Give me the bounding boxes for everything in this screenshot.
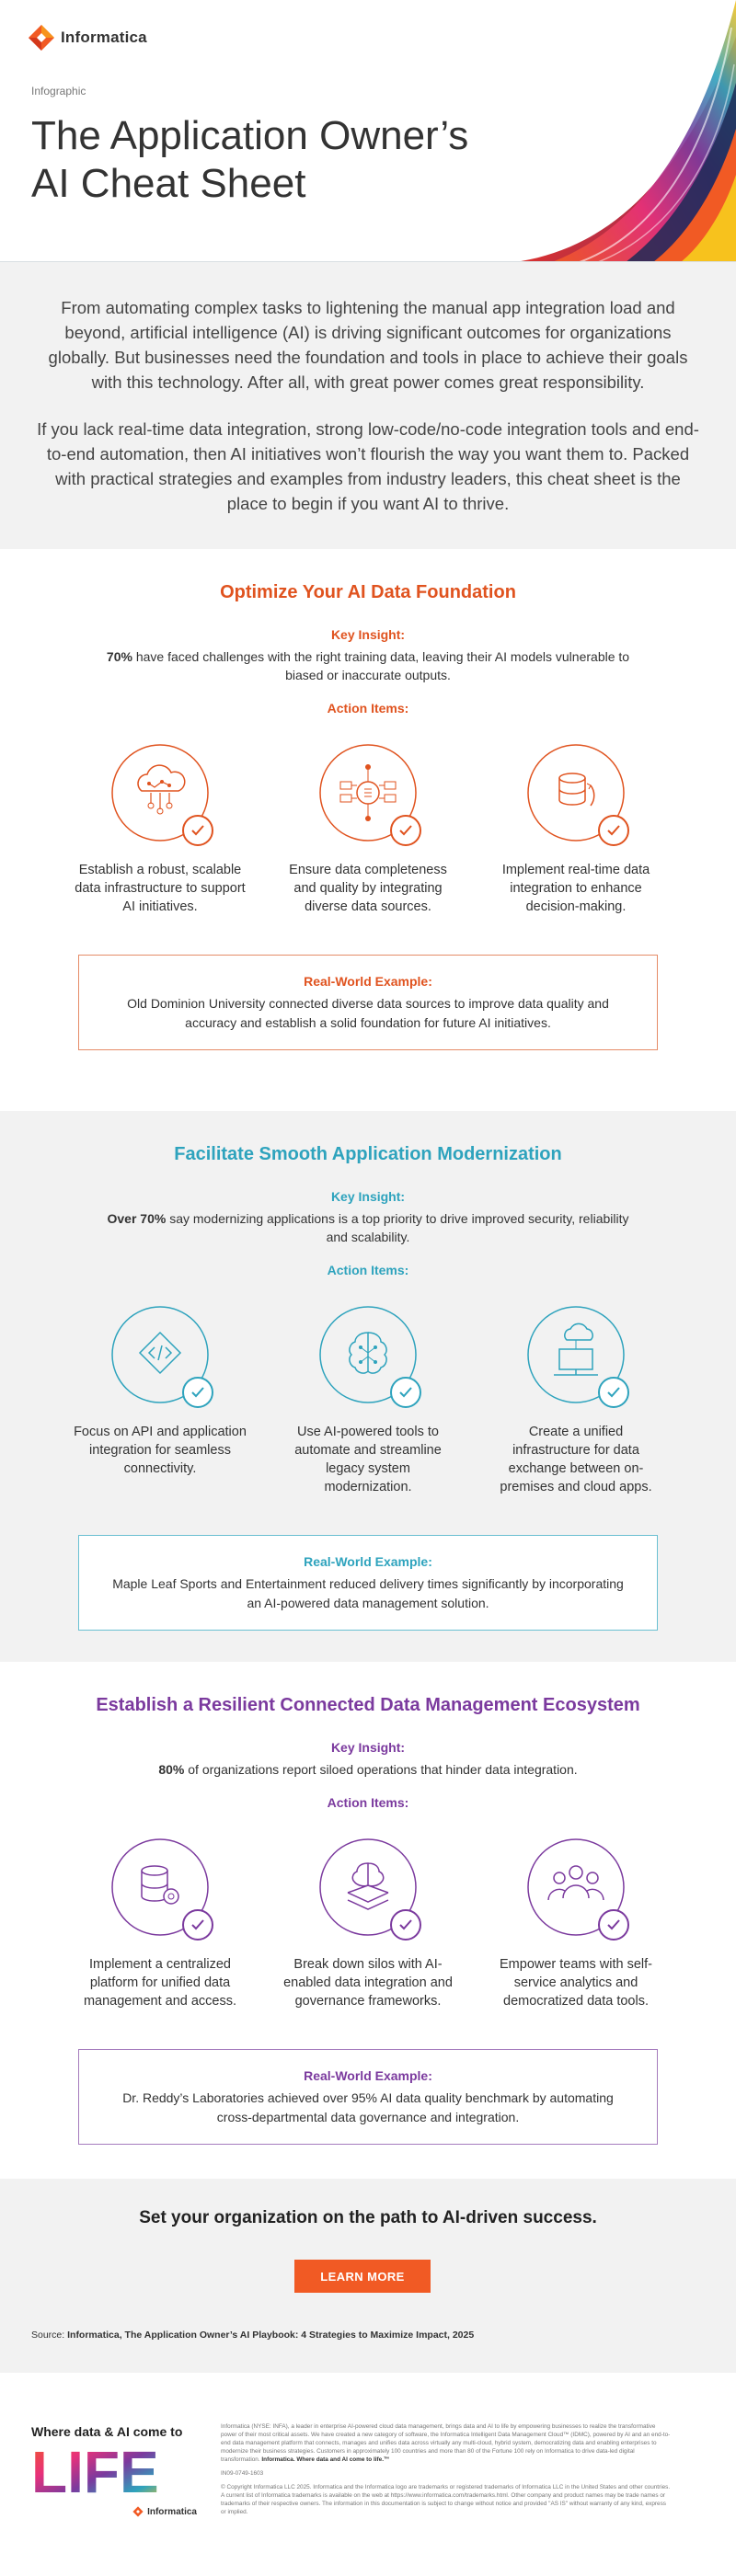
key-insight-text (101, 1760, 635, 1779)
action-item-text: Implement a centralized platform for unified data management and access. (83, 1957, 237, 2009)
example-text: Old Dominion University connected diverse data sources to improve data quality and accuracy and establish a solid foundation for future AI initiatives. (127, 996, 609, 1030)
action-items-label: Action Items: (327, 1263, 409, 1277)
hero-header (0, 0, 736, 262)
action-item (281, 741, 455, 916)
action-item-text: Create a unified infrastructure for data exchange between on-premises and cloud apps. (500, 1425, 652, 1494)
insight-stat: 80% (158, 1762, 185, 1777)
eyebrow-label: Infographic (31, 85, 86, 97)
action-item (281, 1836, 455, 2010)
action-item-text: Empower teams with self-service analytics and democratized data tools. (500, 1957, 652, 2009)
key-insight-label: Key Insight: (330, 1740, 406, 1755)
footer (0, 2373, 736, 2576)
source-citation (31, 2330, 474, 2341)
company-blurb-text: Informatica (NYSE: INFA), a leader in enterprise AI-powered cloud data management, brings data and AI to life by empowering businesses to realize the transformative power of their most critical assets. We have created a new category of software, the Informatica Intelligent Data Management Cloud™ (IDMC), powered by AI and an end-to-end data management platform that connects, manages and unifies data across virtually any multi-cloud, hybrid system, democratizing data and enabling enterprises to modernize their business strategies. Customers in approximately 100 countries and more than 80 of the Fortune 100 rely on Informatica to drive data-led digital transformation. (221, 2423, 671, 2463)
team-icon (524, 1836, 627, 1939)
action-item (489, 1836, 663, 2010)
informatica-diamond-icon (28, 24, 55, 52)
ai-layers-icon (316, 1836, 420, 1939)
real-world-example-box (78, 2049, 658, 2145)
insight-body: of organizations report siloed operations that hinder data integration. (184, 1762, 578, 1777)
action-item (489, 1303, 663, 1496)
action-items (0, 1303, 736, 1496)
action-item (73, 1836, 247, 2010)
example-label: Real-World Example: (304, 2068, 432, 2083)
intro-paragraph-1: From automating complex tasks to lightening the manual app integration load and beyond, artificial intelligence (AI) is driving significant outcomes for organizations globally. But businesses need the foundation and tools in place to achieve their goals with this technology. After all, with great power comes great responsibility. (48, 298, 688, 392)
checkmark-icon (598, 815, 629, 846)
key-insight-text (101, 647, 635, 684)
checkmark-icon (182, 815, 213, 846)
legal-text (221, 2422, 672, 2522)
action-item (73, 1303, 247, 1496)
life-word: LIFE (31, 2443, 159, 2498)
section-title: Establish a Resilient Connected Data Management Ecosystem (96, 1695, 640, 1715)
key-insight-text (101, 1209, 635, 1246)
action-items (0, 1836, 736, 2010)
page-title: The Application Owner’s AI Cheat Sheet (31, 113, 469, 206)
action-item-text: Use AI-powered tools to automate and streamline legacy system modernization. (294, 1425, 442, 1494)
logo-wordmark: Informatica (61, 29, 147, 46)
checkmark-icon (598, 1377, 629, 1408)
insight-body: have faced challenges with the right training data, leaving their AI models vulnerable to biased or inaccurate outputs. (132, 649, 630, 682)
section-title: Optimize Your AI Data Foundation (220, 582, 516, 602)
example-text: Dr. Reddy’s Laboratories achieved over 95% AI data quality benchmark by automating cross-departmental data governance and integration. (122, 2090, 614, 2124)
action-item-text: Focus on API and application integration for seamless connectivity. (74, 1425, 247, 1476)
checkmark-icon (182, 1377, 213, 1408)
action-items-label: Action Items: (327, 701, 409, 716)
example-label: Real-World Example: (304, 1554, 432, 1569)
footer-informatica-logo[interactable] (31, 2506, 197, 2517)
informatica-logo[interactable] (28, 24, 147, 52)
checkmark-icon (598, 1909, 629, 1941)
action-item-text: Establish a robust, scalable data infrastructure to support AI initiatives. (75, 863, 246, 914)
informatica-diamond-icon (132, 2506, 144, 2517)
life-wordmark-graphic (31, 2443, 197, 2498)
intro-section (0, 262, 736, 549)
footer-logo-wordmark: Informatica (147, 2506, 197, 2517)
source-text: Informatica, The Application Owner’s AI Playbook: 4 Strategies to Maximize Impact, 2025 (67, 2330, 475, 2341)
action-item-text: Break down silos with AI-enabled data integration and governance frameworks. (283, 1957, 453, 2009)
call-to-action (0, 2179, 736, 2373)
insight-stat: Over 70% (107, 1211, 167, 1226)
real-world-example-box (78, 1535, 658, 1631)
action-item (73, 741, 247, 916)
intro-paragraph-2: If you lack real-time data integration, strong low-code/no-code integration tools and end-to-end automation, then AI initiatives won’t flourish the way you want them to. Packed with practical strategies and examples from industry leaders, this cheat sheet is the place to begin if you want AI to thrive. (37, 419, 699, 513)
ai-brain-icon (316, 1303, 420, 1406)
database-gear-icon (109, 1836, 212, 1939)
learn-more-button[interactable]: LEARN MORE (294, 2260, 431, 2293)
section-ai-data-foundation (0, 549, 736, 1111)
cloud-monitor-icon (524, 1303, 627, 1406)
copyright-notice: © Copyright Informatica LLC 2025. Informatica and the Informatica logo are trademarks or registered trademarks of Informatica LLC in the United States and other countries. A current list of Informatica trademarks is available on the web at https://www.informatica.com/trademarks.html. Other company and product names may be trade names or trademarks of their respective owners. The information in this documentation is subject to change without notice and provided "AS IS" without warranty of any kind, express or implied. (221, 2484, 671, 2515)
checkmark-icon (390, 815, 421, 846)
action-item-text: Implement real-time data integration to enhance decision-making. (501, 863, 650, 914)
checkmark-icon (182, 1909, 213, 1941)
insight-stat: 70% (106, 649, 132, 664)
company-blurb (221, 2422, 672, 2464)
cloud-network-icon (109, 741, 212, 844)
action-item-text: Ensure data completeness and quality by integrating diverse data sources. (289, 863, 447, 914)
action-items (0, 741, 736, 916)
data-sources-icon (316, 741, 420, 844)
footer-brand (31, 2424, 197, 2517)
document-id: IN09-0749-1603 (221, 2470, 264, 2477)
footer-tagline: Where data & AI come to (31, 2424, 183, 2439)
realtime-database-icon (524, 741, 627, 844)
action-item (281, 1303, 455, 1496)
real-world-example-box (78, 955, 658, 1050)
action-items-label: Action Items: (327, 1795, 409, 1810)
example-text: Maple Leaf Sports and Entertainment reduced delivery times significantly by incorporating an AI-powered data management solution. (112, 1576, 624, 1610)
key-insight-label: Key Insight: (330, 1189, 406, 1204)
checkmark-icon (390, 1377, 421, 1408)
key-insight-label: Key Insight: (330, 627, 406, 642)
source-label: Source: (31, 2330, 68, 2341)
section-app-modernization (0, 1111, 736, 1662)
action-item (489, 741, 663, 916)
section-data-management-ecosystem (0, 1662, 736, 2179)
decorative-swoosh-graphic (497, 0, 736, 262)
company-blurb-tagline: Informatica. Where data and AI come to life.™ (261, 2456, 390, 2463)
example-label: Real-World Example: (304, 974, 432, 989)
insight-body: say modernizing applications is a top priority to drive improved security, reliability and scalability. (166, 1211, 629, 1244)
section-title: Facilitate Smooth Application Modernization (174, 1144, 562, 1164)
cta-heading: Set your organization on the path to AI-driven success. (139, 2208, 597, 2227)
api-code-icon (109, 1303, 212, 1406)
checkmark-icon (390, 1909, 421, 1941)
